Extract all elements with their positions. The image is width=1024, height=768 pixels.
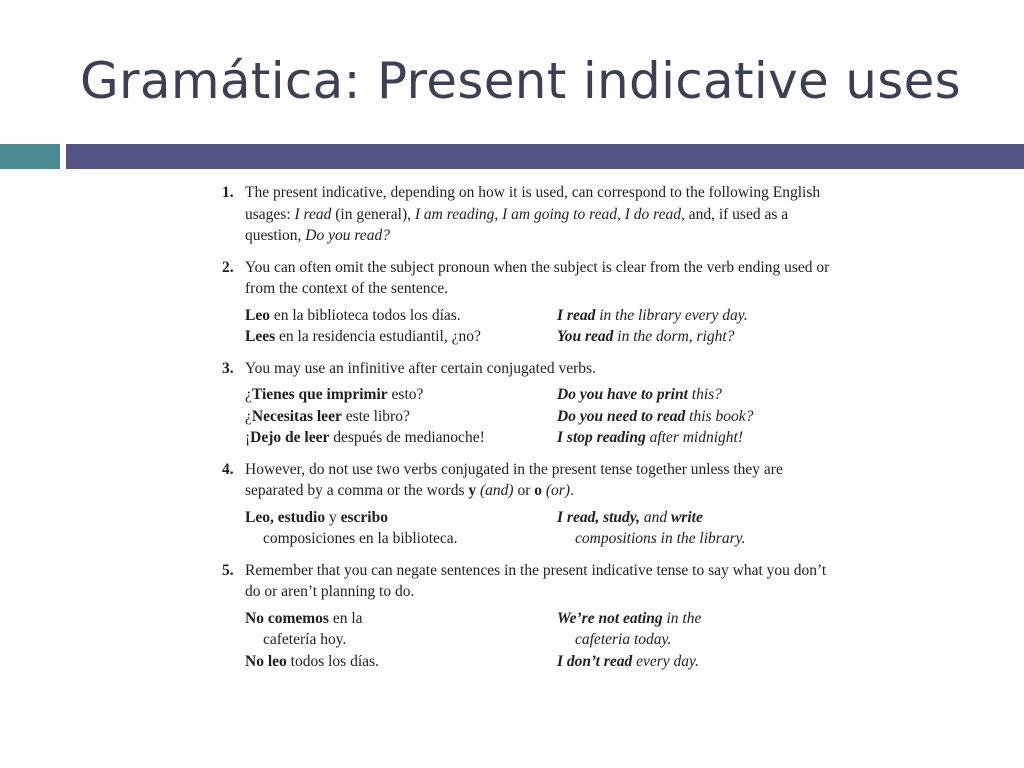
text-run: You may use an infinitive after certain conjugated verbs. [245, 359, 596, 377]
example-row [245, 651, 832, 673]
text-run: en la residencia estudiantil, ¿no? [275, 328, 481, 345]
english-translation [557, 629, 875, 651]
english-translation [557, 406, 857, 428]
item-text [245, 358, 832, 380]
bold-text: Lees [245, 328, 276, 345]
bold-text: y [468, 482, 477, 499]
bold-text: Leo, estudio [245, 508, 326, 526]
text-run: esto? [387, 386, 424, 403]
text-run: compositions in the library. [575, 530, 746, 547]
text-run: este libro? [341, 407, 410, 425]
bold-text: o [534, 482, 543, 499]
italic-text: Do you read? [305, 227, 390, 244]
italic-text: I am going to read [502, 205, 617, 223]
text-run: cafetería hoy. [263, 631, 347, 648]
english-translation [557, 528, 875, 550]
spanish-example [245, 427, 555, 449]
english-translation [557, 427, 857, 449]
slide-title: Gramática: Present indicative uses [80, 52, 961, 110]
grammar-content [222, 182, 832, 682]
text-run: every day. [632, 652, 699, 670]
bold-text: I don’t read [557, 652, 633, 670]
spanish-example [245, 305, 555, 327]
italic-text: (or) [545, 482, 570, 499]
bold-text: No leo [245, 652, 287, 670]
example-row [245, 427, 832, 449]
text-run: todos los días. [286, 652, 379, 670]
text-run: en la [328, 609, 363, 627]
text-run: y [325, 508, 341, 526]
text-run: in the dorm, right? [613, 328, 735, 345]
text-run: , [494, 205, 503, 223]
list-item [222, 560, 832, 673]
bold-text: write [670, 508, 703, 526]
text-run: Remember that you can negate sentences in the present indicative tense to say what you don’t do or aren’t planning to do. [245, 561, 827, 600]
example-row [245, 528, 832, 550]
text-run: , and, if used as a question, [245, 205, 789, 244]
example-row [245, 406, 832, 428]
example-block [245, 507, 832, 550]
text-run: composiciones en la biblioteca. [263, 530, 458, 547]
bold-text: Do you need to read [557, 407, 686, 425]
item-text [245, 459, 832, 502]
text-run: . [570, 482, 574, 499]
italic-text: I read [294, 205, 332, 223]
list-item [222, 257, 832, 348]
bold-text: We’re not eating [557, 609, 663, 627]
spanish-example [245, 651, 555, 673]
bold-text: Tienes que imprimir [251, 386, 388, 403]
item-number: 4. [222, 460, 234, 478]
spanish-example [245, 608, 555, 630]
item-number: 2. [222, 258, 234, 276]
accent-bar-teal [0, 144, 60, 169]
spanish-example [245, 629, 573, 651]
bold-text: I read [557, 306, 596, 324]
text-run: and [639, 508, 671, 526]
item-number: 1. [222, 184, 234, 201]
list-item [222, 182, 832, 247]
list-item [222, 459, 832, 550]
text-run: en la biblioteca todos los días. [269, 306, 461, 324]
example-row [245, 608, 832, 630]
bold-text: escribo [340, 508, 388, 526]
text-run: , [616, 205, 625, 223]
english-translation [557, 507, 857, 529]
bold-text: Dejo de leer [250, 429, 330, 446]
spanish-example [245, 528, 573, 550]
example-row [245, 629, 832, 651]
spanish-example [245, 507, 555, 529]
text-run: después de medianoche! [329, 429, 485, 446]
italic-text: I am reading [414, 205, 495, 223]
english-translation [557, 384, 857, 406]
item-text [245, 560, 832, 603]
example-block [245, 384, 832, 449]
english-translation [557, 326, 857, 348]
text-run: cafeteria today. [575, 631, 672, 648]
example-row [245, 507, 832, 529]
italic-text: (and) [480, 482, 514, 499]
bold-text: Necesitas leer [251, 407, 342, 425]
example-block [245, 305, 832, 348]
text-run: this book? [685, 407, 754, 425]
text-run: The present indicative, depending on how it is used, can correspond to the following English usages: [245, 184, 821, 223]
text-run: or [513, 482, 535, 499]
english-translation [557, 608, 857, 630]
item-text [245, 182, 832, 247]
text-run: in the [662, 609, 702, 627]
text-run: ¿ [245, 407, 252, 425]
bold-text: Do you have to print [557, 386, 688, 403]
bold-text: Leo [245, 306, 270, 324]
bold-text: No comemos [245, 609, 329, 627]
item-number: 3. [222, 359, 234, 377]
text-run: However, do not use two verbs conjugated in the present tense together unless they are separated by a comma or the words [245, 460, 783, 499]
text-run: in the library every day. [595, 306, 748, 324]
text-run: this? [687, 386, 722, 403]
example-row [245, 384, 832, 406]
bold-text: I stop reading [557, 429, 646, 446]
english-translation [557, 305, 857, 327]
bold-text: You read [557, 328, 614, 345]
spanish-example [245, 326, 555, 348]
spanish-example [245, 384, 555, 406]
example-row [245, 326, 832, 348]
item-text [245, 257, 832, 300]
list-item [222, 358, 832, 449]
text-run: (in general), [331, 205, 415, 223]
text-run: You can often omit the subject pronoun when the subject is clear from the verb ending used or from the context of the sentence. [245, 258, 830, 297]
text-run: ¿ [245, 386, 252, 403]
example-block [245, 608, 832, 673]
italic-text: I do read [624, 205, 681, 223]
text-run: after midnight! [645, 429, 744, 446]
example-row [245, 305, 832, 327]
text-run: ¡ [245, 429, 251, 446]
item-number: 5. [222, 561, 234, 579]
spanish-example [245, 406, 555, 428]
english-translation [557, 651, 857, 673]
bold-text: I read, study, [557, 508, 640, 526]
accent-bar-purple [66, 144, 1024, 169]
